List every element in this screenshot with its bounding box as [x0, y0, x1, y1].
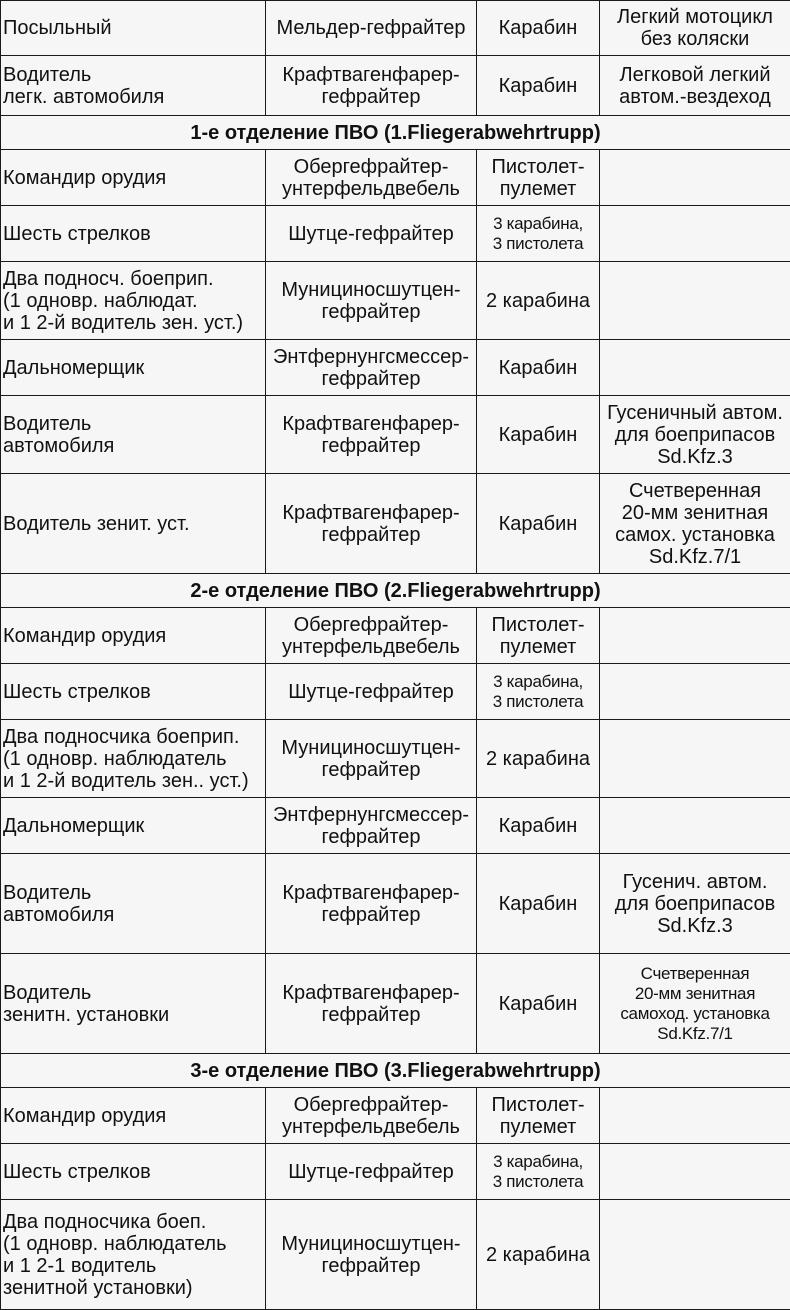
position-cell [1, 664, 266, 720]
section-title: 1-е отделение ПВО (1.Fliegerabwehrtrupp) [1, 116, 790, 150]
position-cell [1, 1144, 266, 1200]
rank-cell [266, 340, 477, 396]
rank-cell [266, 1200, 477, 1310]
table-row [1, 1144, 790, 1200]
table-row [1, 954, 790, 1054]
section-title: 3-е отделение ПВО (3.Fliegerabwehrtrupp) [1, 1054, 790, 1088]
rank-text: Шутце-гефрайтер [288, 1160, 454, 1183]
position-text: Командир орудия [3, 1104, 167, 1127]
vehicle-cell [600, 206, 790, 262]
vehicle-cell [600, 1088, 790, 1144]
table-row [1, 1088, 790, 1144]
table-row [1, 396, 790, 474]
vehicle-text: Легковой легкий автом.-вездеход [619, 63, 771, 108]
vehicle-cell [600, 608, 790, 664]
rank-text: Мунициносшутцен- гефрайтер [281, 278, 461, 323]
weapon-cell [477, 56, 600, 116]
rank-text: Мельдер-гефрайтер [276, 17, 466, 39]
weapon-cell [477, 854, 600, 954]
weapon-cell [477, 664, 600, 720]
position-cell [1, 954, 266, 1054]
rank-cell [266, 1088, 477, 1144]
position-text: Водитель легк. автомобиля [3, 63, 165, 108]
rank-text: Обергефрайтер- унтерфельдвебель [282, 613, 460, 658]
vehicle-cell [600, 954, 790, 1054]
position-cell [1, 798, 266, 854]
rank-text: Крафтвагенфарер- гефрайтер [282, 412, 460, 457]
weapon-text: Карабин [498, 814, 578, 837]
weapon-text: 2 карабина [485, 289, 591, 312]
position-cell [1, 206, 266, 262]
position-cell [1, 1, 266, 56]
weapon-text: Карабин [498, 17, 578, 39]
weapon-text: 3 карабина, 3 пистолета [492, 213, 584, 253]
rank-cell [266, 1144, 477, 1200]
rank-cell [266, 664, 477, 720]
table-row [1, 608, 790, 664]
vehicle-cell [600, 720, 790, 798]
weapon-text: Пистолет- пулемет [491, 1093, 585, 1138]
rank-cell [266, 262, 477, 340]
weapon-cell [477, 474, 600, 574]
table-row [1, 150, 790, 206]
rank-cell [266, 608, 477, 664]
table-row [1, 664, 790, 720]
rank-text: Крафтвагенфарер- гефрайтер [282, 63, 460, 108]
weapon-text: 2 карабина [485, 1243, 591, 1266]
weapon-text: Карабин [498, 512, 578, 535]
position-text: Водитель автомобиля [3, 412, 115, 457]
rank-text: Энтфернунгсмессер- гефрайтер [272, 345, 469, 390]
table-row [1, 720, 790, 798]
weapon-cell [477, 1, 600, 56]
vehicle-cell [600, 56, 790, 116]
weapon-text: Карабин [498, 992, 578, 1015]
weapon-text: 3 карабина, 3 пистолета [492, 671, 584, 711]
vehicle-cell [600, 340, 790, 396]
weapon-cell [477, 1144, 600, 1200]
vehicle-cell [600, 854, 790, 954]
weapon-text: Карабин [498, 892, 578, 915]
weapon-cell [477, 340, 600, 396]
position-text: Шесть стрелков [3, 1160, 151, 1183]
vehicle-cell [600, 396, 790, 474]
section-header-row [1, 1054, 790, 1088]
position-cell [1, 262, 266, 340]
position-text: Водитель зенит. уст. [3, 512, 190, 535]
section-header-row [1, 574, 790, 608]
position-cell [1, 474, 266, 574]
vehicle-cell [600, 262, 790, 340]
vehicle-cell [600, 150, 790, 206]
rank-cell [266, 954, 477, 1054]
position-text: Водитель зенитн. установки [3, 981, 170, 1026]
position-text: Посыльный [3, 17, 112, 39]
rank-text: Крафтвагенфарер- гефрайтер [282, 981, 460, 1026]
position-cell [1, 854, 266, 954]
rank-cell [266, 150, 477, 206]
table-row [1, 1, 790, 56]
position-cell [1, 340, 266, 396]
weapon-cell [477, 1200, 600, 1310]
weapon-text: Пистолет- пулемет [491, 613, 585, 658]
table-row [1, 262, 790, 340]
rank-cell [266, 206, 477, 262]
position-cell [1, 1200, 266, 1310]
weapon-cell [477, 1088, 600, 1144]
rank-text: Крафтвагенфарер- гефрайтер [282, 501, 460, 546]
vehicle-cell [600, 664, 790, 720]
position-text: Командир орудия [3, 624, 167, 647]
vehicle-cell [600, 1144, 790, 1200]
position-text: Шесть стрелков [3, 680, 151, 703]
table-row [1, 56, 790, 116]
table-row [1, 206, 790, 262]
rank-text: Крафтвагенфарер- гефрайтер [282, 881, 460, 926]
rank-cell [266, 56, 477, 116]
weapon-text: 3 карабина, 3 пистолета [492, 1151, 584, 1191]
position-text: Два подносчика боеп. (1 одновр. наблюдатель и 1 2-1 водитель зенитной установки) [3, 1210, 227, 1299]
weapon-text: Пистолет- пулемет [491, 155, 585, 200]
position-cell [1, 56, 266, 116]
vehicle-text: Счетверенная 20-мм зенитная самоход. установка Sd.Kfz.7/1 [620, 963, 770, 1043]
section-title: 2-е отделение ПВО (2.Fliegerabwehrtrupp) [1, 574, 790, 608]
table-body [1, 1, 790, 1310]
rank-cell [266, 854, 477, 954]
vehicle-cell [600, 798, 790, 854]
rank-cell [266, 396, 477, 474]
vehicle-text: Легкий мотоцикл без коляски [617, 6, 773, 50]
position-cell [1, 720, 266, 798]
weapon-cell [477, 150, 600, 206]
weapon-text: Карабин [498, 356, 578, 379]
weapon-text: Карабин [498, 423, 578, 446]
position-text: Командир орудия [3, 166, 167, 189]
position-cell [1, 396, 266, 474]
table-row [1, 798, 790, 854]
weapon-cell [477, 262, 600, 340]
position-text: Два подносчика боеприп. (1 одновр. наблюдатель и 1 2-й водитель зен.. уст.) [3, 725, 249, 792]
table-row [1, 1200, 790, 1310]
weapon-cell [477, 206, 600, 262]
rank-text: Шутце-гефрайтер [288, 680, 454, 703]
weapon-text: Карабин [498, 74, 578, 97]
table-row [1, 474, 790, 574]
weapon-cell [477, 720, 600, 798]
table-row [1, 340, 790, 396]
vehicle-cell [600, 1, 790, 56]
rank-text: Мунициносшутцен- гефрайтер [281, 1232, 461, 1277]
rank-cell [266, 474, 477, 574]
rank-text: Обергефрайтер- унтерфельдвебель [282, 155, 460, 200]
position-text: Шесть стрелков [3, 222, 151, 245]
weapon-cell [477, 798, 600, 854]
table-row [1, 854, 790, 954]
position-text: Водитель автомобиля [3, 881, 115, 926]
rank-cell [266, 798, 477, 854]
position-text: Дальномерщик [3, 356, 145, 379]
weapon-cell [477, 396, 600, 474]
vehicle-cell [600, 474, 790, 574]
weapon-cell [477, 954, 600, 1054]
position-cell [1, 150, 266, 206]
vehicle-text: Счетверенная 20-мм зенитная самох. установка Sd.Kfz.7/1 [615, 479, 775, 568]
section-header-row [1, 116, 790, 150]
position-cell [1, 608, 266, 664]
rank-text: Обергефрайтер- унтерфельдвебель [282, 1093, 460, 1138]
position-cell [1, 1088, 266, 1144]
rank-cell [266, 1, 477, 56]
rank-text: Шутце-гефрайтер [288, 222, 454, 245]
vehicle-text: Гусенич. автом. для боеприпасов Sd.Kfz.3 [614, 870, 776, 937]
vehicle-cell [600, 1200, 790, 1310]
weapon-text: 2 карабина [485, 747, 591, 770]
position-text: Дальномерщик [3, 814, 145, 837]
weapon-cell [477, 608, 600, 664]
rank-text: Энтфернунгсмессер- гефрайтер [272, 803, 469, 848]
rank-cell [266, 720, 477, 798]
rank-text: Мунициносшутцен- гефрайтер [281, 736, 461, 781]
vehicle-text: Гусеничный автом. для боеприпасов Sd.Kfz.3 [607, 401, 783, 468]
position-text: Два подносч. боеприп. (1 одновр. наблюдат. и 1 2-й водитель зен. уст.) [3, 267, 244, 334]
